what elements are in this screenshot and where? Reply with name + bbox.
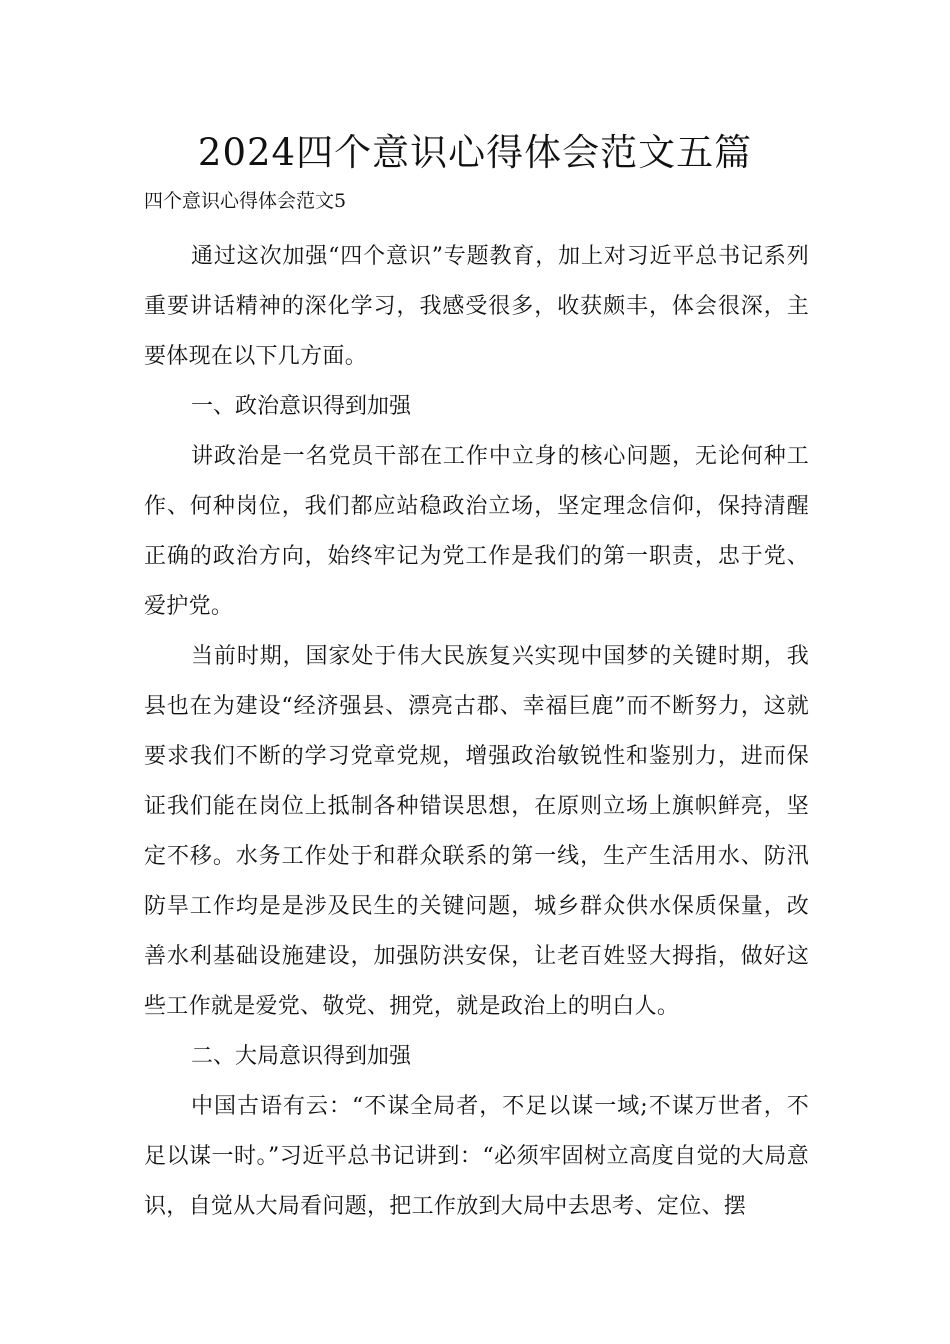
paragraph-intro: 通过这次加强“四个意识”专题教育，加上对习近平总书记系列重要讲话精神的深化学习，我感受很多，收获颇丰，体会很深，主要体现在以下几方面。: [144, 244, 809, 369]
paragraph-political-1: 讲政治是一名党员干部在工作中立身的核心问题，无论何种工作、何种岗位，我们都应站稳政治立场，坚定理念信仰，保持清醒正确的政治方向，始终牢记为党工作是我们的第一职责，忠于党、爱护党。: [144, 444, 809, 619]
section-heading-political: 一、政治意识得到加强: [191, 394, 412, 419]
document-title: 2024四个意识心得体会范文五篇: [197, 131, 753, 174]
paragraph-political-2: 当前时期，国家处于伟大民族复兴实现中国梦的关键时期，我县也在为建设“经济强县、漂亮古郡、幸福巨鹿”而不断努力，这就要求我们不断的学习党章党规，增强政治敏锐性和鉴别力，进而保证我们能在岗位上抵制各种错误思想，在原则立场上旗帜鲜亮，坚定不移。水务工作处于和群众联系的第一线，生产生活用水、防汛防旱工作均是是涉及民生的关键问题，城乡群众供水保质保量，改善水利基础设施建设，加强防洪安保，让老百姓竖大拇指，做好这些工作就是爱党、敬党、拥党，就是政治上的明白人。: [144, 644, 809, 1019]
paragraph-overall-1: 中国古语有云：“不谋全局者，不足以谋一域;不谋万世者，不足以谋一时。”习近平总书记讲到：“必须牢固树立高度自觉的大局意识，自觉从大局看问题，把工作放到大局中去思考、定位、摆: [144, 1094, 809, 1219]
section-heading-overall: 二、大局意识得到加强: [191, 1044, 412, 1069]
document-subtitle: 四个意识心得体会范文5: [144, 190, 347, 212]
document-body: [144, 232, 809, 1232]
